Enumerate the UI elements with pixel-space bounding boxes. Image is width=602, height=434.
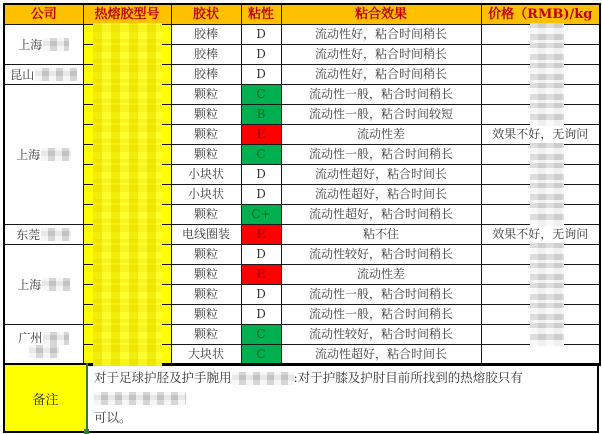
viscosity-cell: D (241, 305, 281, 325)
effect-cell: 流动性一般，粘合时间较短 (281, 105, 481, 125)
viscosity-cell: E (241, 125, 281, 145)
form-cell: 小块状 (171, 165, 241, 185)
form-cell: 颗粒 (171, 285, 241, 305)
price-cell (481, 145, 600, 165)
table-row (4, 145, 600, 165)
viscosity-cell: D (241, 45, 281, 65)
effect-cell: 流动性一般，粘合时间稍长 (281, 305, 481, 325)
form-cell: 颗粒 (171, 265, 241, 285)
price-cell (481, 225, 600, 245)
company-name: 上海 (18, 37, 43, 52)
effect-cell: 流动性较好，粘合时间稍长 (281, 245, 481, 265)
model-cell-redacted (83, 325, 171, 345)
price-cell (481, 85, 600, 105)
model-cell-redacted (83, 145, 171, 165)
table-row (4, 225, 600, 245)
effect-cell: 流动性较好，粘合时间稍长 (281, 325, 481, 345)
adhesive-comparison-table (3, 3, 601, 366)
redaction-blur (232, 372, 294, 385)
redaction-blur (29, 345, 59, 358)
model-cell-redacted (83, 305, 171, 325)
table-row (4, 305, 600, 325)
table-row (4, 65, 600, 85)
company-cell (4, 65, 83, 85)
model-cell-redacted (83, 65, 171, 85)
price-cell (481, 345, 600, 366)
company-cell (4, 325, 83, 366)
redaction-blur (530, 203, 564, 226)
col-header-effect: 粘合效果 (281, 4, 481, 25)
effect-cell: 流动性差 (281, 125, 481, 145)
form-cell: 电线圈装 (171, 225, 241, 245)
effect-cell: 粘不住 (281, 225, 481, 245)
table-row (4, 325, 600, 345)
model-cell-redacted (83, 25, 171, 45)
table-row (4, 125, 600, 145)
model-cell-redacted (83, 225, 171, 245)
table-row (4, 25, 600, 45)
viscosity-cell: D (241, 25, 281, 45)
table-row (4, 245, 600, 265)
table-row (4, 45, 600, 65)
company-name: 广州 (18, 331, 43, 345)
note-text-cell (87, 364, 598, 432)
price-cell (481, 185, 600, 205)
table-row (4, 105, 600, 125)
company-name: 上海 (17, 277, 42, 292)
company-cell (4, 225, 83, 245)
note-label: 备注 (32, 392, 59, 408)
green-corner-mark (84, 429, 89, 434)
table-row (4, 85, 600, 105)
viscosity-cell: D (241, 245, 281, 265)
price-cell (481, 285, 600, 305)
form-cell: 颗粒 (171, 325, 241, 345)
form-cell: 颗粒 (171, 305, 241, 325)
col-header-viscosity: 粘性 (241, 4, 281, 25)
viscosity-cell: C (241, 85, 281, 105)
note-line2: 可以。 (94, 410, 132, 425)
price-cell (481, 165, 600, 185)
viscosity-cell: D (241, 185, 281, 205)
col-header-company: 公司 (4, 4, 83, 25)
viscosity-cell: C (241, 145, 281, 165)
table-row (4, 345, 600, 366)
viscosity-cell: C (241, 325, 281, 345)
viscosity-cell: D (241, 285, 281, 305)
viscosity-cell: E (241, 265, 281, 285)
col-header-model: 热熔胶型号 (83, 4, 171, 25)
model-cell-redacted (83, 85, 171, 105)
redaction-blur (530, 323, 564, 346)
price-cell (481, 245, 600, 265)
redaction-blur (41, 228, 71, 241)
effect-cell: 流动性超好，粘合时间长 (281, 165, 481, 185)
effect-cell: 流动性一般，粘合时间稍长 (281, 85, 481, 105)
effect-cell: 流动性好，粘合时间稍长 (281, 25, 481, 45)
price-cell (481, 305, 600, 325)
model-cell-redacted (83, 205, 171, 225)
redaction-blur (42, 278, 70, 291)
model-cell-redacted (83, 105, 171, 125)
model-cell-redacted (83, 125, 171, 145)
model-cell-redacted (83, 245, 171, 265)
company-name: 东莞 (16, 227, 41, 242)
note-line1-middle: :对于护膝及护肘目前所找到的热熔胶只有 (293, 370, 523, 385)
table-row (4, 265, 600, 285)
viscosity-cell: C (241, 345, 281, 366)
viscosity-cell: C+ (241, 205, 281, 225)
note-label-cell (4, 364, 87, 432)
effect-cell: 流动性好，粘合时间稍长 (281, 45, 481, 65)
price-cell (481, 265, 600, 285)
company-name: 上海 (16, 147, 41, 162)
price-cell (481, 205, 600, 225)
viscosity-cell: B (241, 105, 281, 125)
col-header-price: 价格（RMB)/kg (481, 4, 600, 25)
form-cell: 胶棒 (171, 45, 241, 65)
model-cell-redacted (83, 265, 171, 285)
redaction-blur (43, 332, 69, 345)
model-cell-redacted (83, 165, 171, 185)
form-cell: 大块状 (171, 345, 241, 366)
model-cell-redacted (83, 45, 171, 65)
effect-cell: 流动性一般，粘合时间稍长 (281, 145, 481, 165)
form-cell: 颗粒 (171, 145, 241, 165)
yellow-redaction-mosaic (93, 343, 162, 366)
form-cell: 小块状 (171, 185, 241, 205)
price-cell (481, 325, 600, 345)
redaction-blur (41, 148, 71, 161)
form-cell: 胶棒 (171, 65, 241, 85)
price-cell (481, 25, 600, 45)
table-row (4, 185, 600, 205)
model-cell-redacted (83, 185, 171, 205)
viscosity-cell: D (241, 165, 281, 185)
price-cell (481, 105, 600, 125)
company-cell (4, 245, 83, 325)
form-cell: 颗粒 (171, 205, 241, 225)
form-cell: 颗粒 (171, 125, 241, 145)
table-row (4, 205, 600, 225)
header-row (4, 4, 600, 25)
model-cell-redacted (83, 285, 171, 305)
effect-cell: 流动性超好，粘合时间稍长 (281, 205, 481, 225)
viscosity-cell: D (241, 65, 281, 85)
price-text: 效果不好，无询问 (492, 127, 589, 141)
note-line1-before: 对于足球护胫及护手腕用 (94, 370, 232, 385)
company-cell (4, 85, 83, 225)
note-table (3, 363, 599, 433)
redaction-blur (35, 68, 77, 81)
redaction-blur (43, 38, 69, 51)
effect-cell: 流动性一般，粘合时间稍长 (281, 285, 481, 305)
price-cell (481, 45, 600, 65)
table-row (4, 165, 600, 185)
redaction-blur (94, 392, 186, 405)
model-cell-redacted (83, 345, 171, 366)
effect-cell: 流动性差 (281, 265, 481, 285)
company-cell (4, 25, 83, 65)
price-cell (481, 125, 600, 145)
col-header-form: 胶状 (171, 4, 241, 25)
price-cell (481, 65, 600, 85)
redaction-blur (530, 103, 564, 126)
table-row (4, 285, 600, 305)
form-cell: 颗粒 (171, 85, 241, 105)
company-name: 昆山 (10, 67, 35, 82)
effect-cell: 流动性超好，粘合时间长 (281, 185, 481, 205)
viscosity-cell: E (241, 225, 281, 245)
price-text: 效果不好，无询问 (492, 227, 589, 241)
form-cell: 颗粒 (171, 245, 241, 265)
effect-cell: 流动性超好，粘合时间长 (281, 345, 481, 366)
form-cell: 胶棒 (171, 25, 241, 45)
table-body (4, 25, 600, 366)
effect-cell: 流动性好，粘合时间稍长 (281, 65, 481, 85)
form-cell: 颗粒 (171, 105, 241, 125)
